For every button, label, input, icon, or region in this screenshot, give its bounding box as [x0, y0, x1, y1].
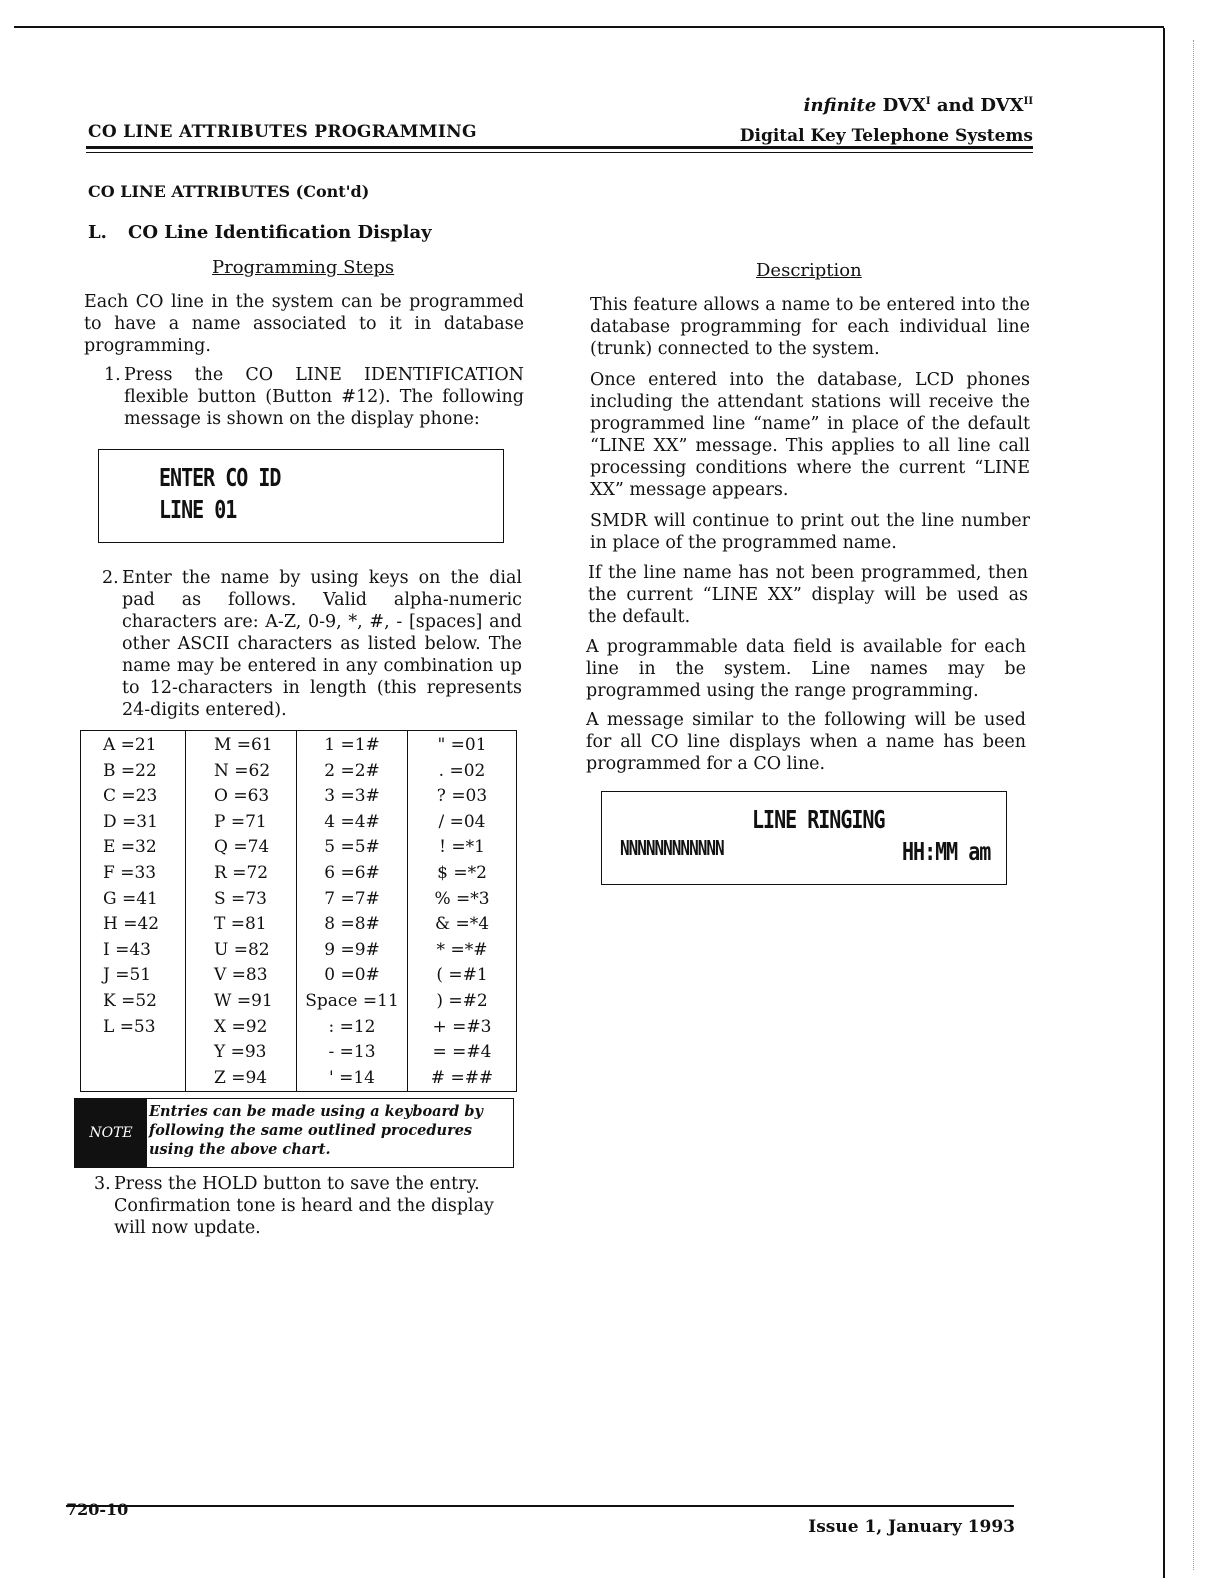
brand-sup-1: I: [925, 96, 931, 107]
step-3-number: 3.: [94, 1174, 111, 1194]
code-cell: C =23: [103, 786, 158, 807]
programming-steps-heading: Programming Steps: [212, 257, 395, 278]
scan-edge-dots: [1193, 40, 1195, 1570]
code-cell: F =33: [103, 862, 157, 883]
right-frame-rule: [1163, 28, 1165, 1578]
code-cell: S =73: [214, 888, 267, 909]
code-cell: 2 =2#: [324, 760, 380, 781]
subsection-name: CO Line Identification Display: [128, 222, 432, 243]
step-2-number: 2.: [102, 568, 119, 588]
description-heading: Description: [756, 260, 862, 281]
lcd2-line-1: LINE RINGING: [752, 804, 885, 834]
note-text: Entries can be made using a keyboard by following the same outlined procedures using the above chart.: [149, 1103, 483, 1158]
code-cell: 1 =1#: [324, 735, 380, 755]
code-cell: + =#3: [432, 1016, 492, 1037]
code-cell: L =53: [103, 1016, 156, 1037]
code-cell: O =63: [214, 786, 270, 807]
code-cell: R =72: [214, 862, 269, 883]
lcd2-line-2-time: HH:MM am: [902, 836, 991, 866]
code-cell: U =82: [214, 939, 270, 960]
top-frame-rule: [14, 26, 1164, 28]
code-cell: K =52: [103, 990, 157, 1011]
code-cell: Z =94: [214, 1067, 268, 1088]
code-cell: D =31: [103, 811, 158, 832]
code-cell: . =02: [438, 760, 486, 781]
code-cell: ( =#1: [436, 965, 488, 986]
code-cell: H =42: [103, 914, 160, 935]
code-cell: Q =74: [214, 837, 270, 858]
step-3: [94, 1173, 514, 1239]
code-cell: # =##: [430, 1067, 494, 1088]
description-p3: SMDR will continue to print out the line number in place of the programmed name.: [590, 511, 1030, 553]
header-rule-thin: [86, 152, 1033, 153]
page-number: 720-10: [66, 1500, 129, 1519]
step-1-number: 1.: [104, 365, 121, 385]
code-cell: / =04: [438, 811, 486, 832]
code-cell: V =83: [214, 965, 268, 986]
subsection-letter: L.: [88, 222, 107, 243]
code-cell: ' =14: [329, 1067, 375, 1088]
table-col-symbols: [408, 731, 517, 1092]
footer-rule: [66, 1505, 1014, 1507]
code-cell: G =41: [103, 888, 158, 909]
code-cell: & =*4: [434, 914, 490, 935]
description-p2: Once entered into the database, LCD phones including the attendant stations will receive the programmed line “name” in place of the default “LINE XX” message. This applies to all line call processing conditions where the current “LINE XX” message appears.: [590, 370, 1030, 500]
code-cell: 9 =9#: [324, 939, 380, 960]
lcd1-line-1: ENTER CO ID: [159, 462, 281, 492]
code-cell: 0 =0#: [324, 965, 380, 986]
description-p5: A programmable data field is available for each line in the system. Line names may be programmed using the range programming.: [586, 637, 1026, 701]
description-p4: If the line name has not been programmed, then the current “LINE XX” display will be used as the default.: [588, 563, 1028, 627]
code-cell: 3 =3#: [324, 786, 380, 807]
code-cell: T =81: [214, 914, 267, 935]
note-box: [74, 1098, 514, 1168]
section-title: CO LINE ATTRIBUTES (Cont'd): [88, 182, 370, 201]
code-cell: 6 =6#: [324, 862, 380, 883]
description-p6: A message similar to the following will be used for all CO line displays when a name has been programmed for a CO line.: [586, 710, 1026, 774]
step-1-text: Press the CO LINE IDENTIFICATION flexible button (Button #12). The following message is shown on the display phone:: [124, 365, 524, 429]
subsection-title: [88, 222, 432, 243]
issue-date: Issue 1, January 1993: [808, 1517, 1015, 1537]
code-cell: ! =*1: [439, 837, 485, 858]
code-cell: ) =#2: [436, 990, 488, 1011]
code-cell: * =*#: [436, 939, 488, 960]
brand-and-dvx: and DVX: [936, 95, 1024, 116]
lcd1-line-2: LINE 01: [159, 494, 237, 524]
step-2-text: Enter the name by using keys on the dial pad as follows. Valid alpha-numeric characters are: A-Z, 0-9, *, #, - [spaces] and other ASCII characters as listed below. The name may be entered in any combination up to 12-characters in length (this represents 24-digits entered).: [122, 568, 522, 720]
header-rule-thick: [86, 146, 1033, 149]
code-cell: - =13: [328, 1042, 376, 1063]
brand-sup-2: II: [1023, 96, 1033, 107]
lcd-display-enter-co-id: [98, 449, 504, 543]
code-cell: : =12: [328, 1016, 376, 1037]
code-cell: B =22: [103, 760, 157, 781]
code-cell: $ =*2: [437, 862, 487, 883]
code-cell: 8 =8#: [324, 914, 380, 935]
code-cell: Y =93: [214, 1042, 267, 1063]
header-product-subtitle: Digital Key Telephone Systems: [739, 126, 1033, 146]
lcd2-line-2-name: NNNNNNNNNNNN: [620, 836, 724, 860]
code-cell: % =*3: [434, 888, 490, 909]
step-3-text: Press the HOLD button to save the entry. Confirmation tone is heard and the display will now update.: [114, 1174, 494, 1238]
code-cell: 5 =5#: [324, 837, 380, 858]
code-cell: X =92: [214, 1016, 268, 1037]
table-col-letters-m-z: [186, 731, 297, 1092]
code-cell: N =62: [214, 760, 271, 781]
code-cell: I =43: [103, 939, 151, 960]
step-1: [104, 364, 524, 430]
header-section-name: CO LINE ATTRIBUTES PROGRAMMING: [88, 122, 477, 142]
step-2: [102, 567, 522, 721]
code-cell: = =#4: [432, 1042, 492, 1063]
code-cell: E =32: [103, 837, 157, 858]
character-code-table: [80, 730, 517, 1092]
brand-dvx: DVX: [882, 95, 926, 116]
description-p1: This feature allows a name to be entered into the database programming for each individual line (trunk) connected to the system.: [590, 295, 1030, 359]
code-cell: A =21: [103, 735, 157, 755]
code-cell: P =71: [214, 811, 267, 832]
code-cell: W =91: [214, 990, 273, 1011]
table-col-digits: [297, 731, 408, 1092]
header-product-name: [804, 95, 1033, 116]
code-cell: J =51: [103, 965, 152, 986]
note-label: NOTE: [75, 1099, 147, 1167]
brand-word: infinite: [803, 95, 877, 116]
code-cell: " =01: [437, 735, 487, 755]
code-cell: M =61: [214, 735, 273, 755]
code-cell: ? =03: [436, 786, 488, 807]
code-cell: 4 =4#: [324, 811, 380, 832]
code-cell: Space =11: [305, 990, 399, 1011]
code-cell: 7 =7#: [324, 888, 380, 909]
intro-paragraph: Each CO line in the system can be programmed to have a name associated to it in database programming.: [84, 292, 524, 356]
lcd-display-line-ringing: [601, 791, 1007, 885]
table-col-letters-a-l: [81, 731, 186, 1092]
